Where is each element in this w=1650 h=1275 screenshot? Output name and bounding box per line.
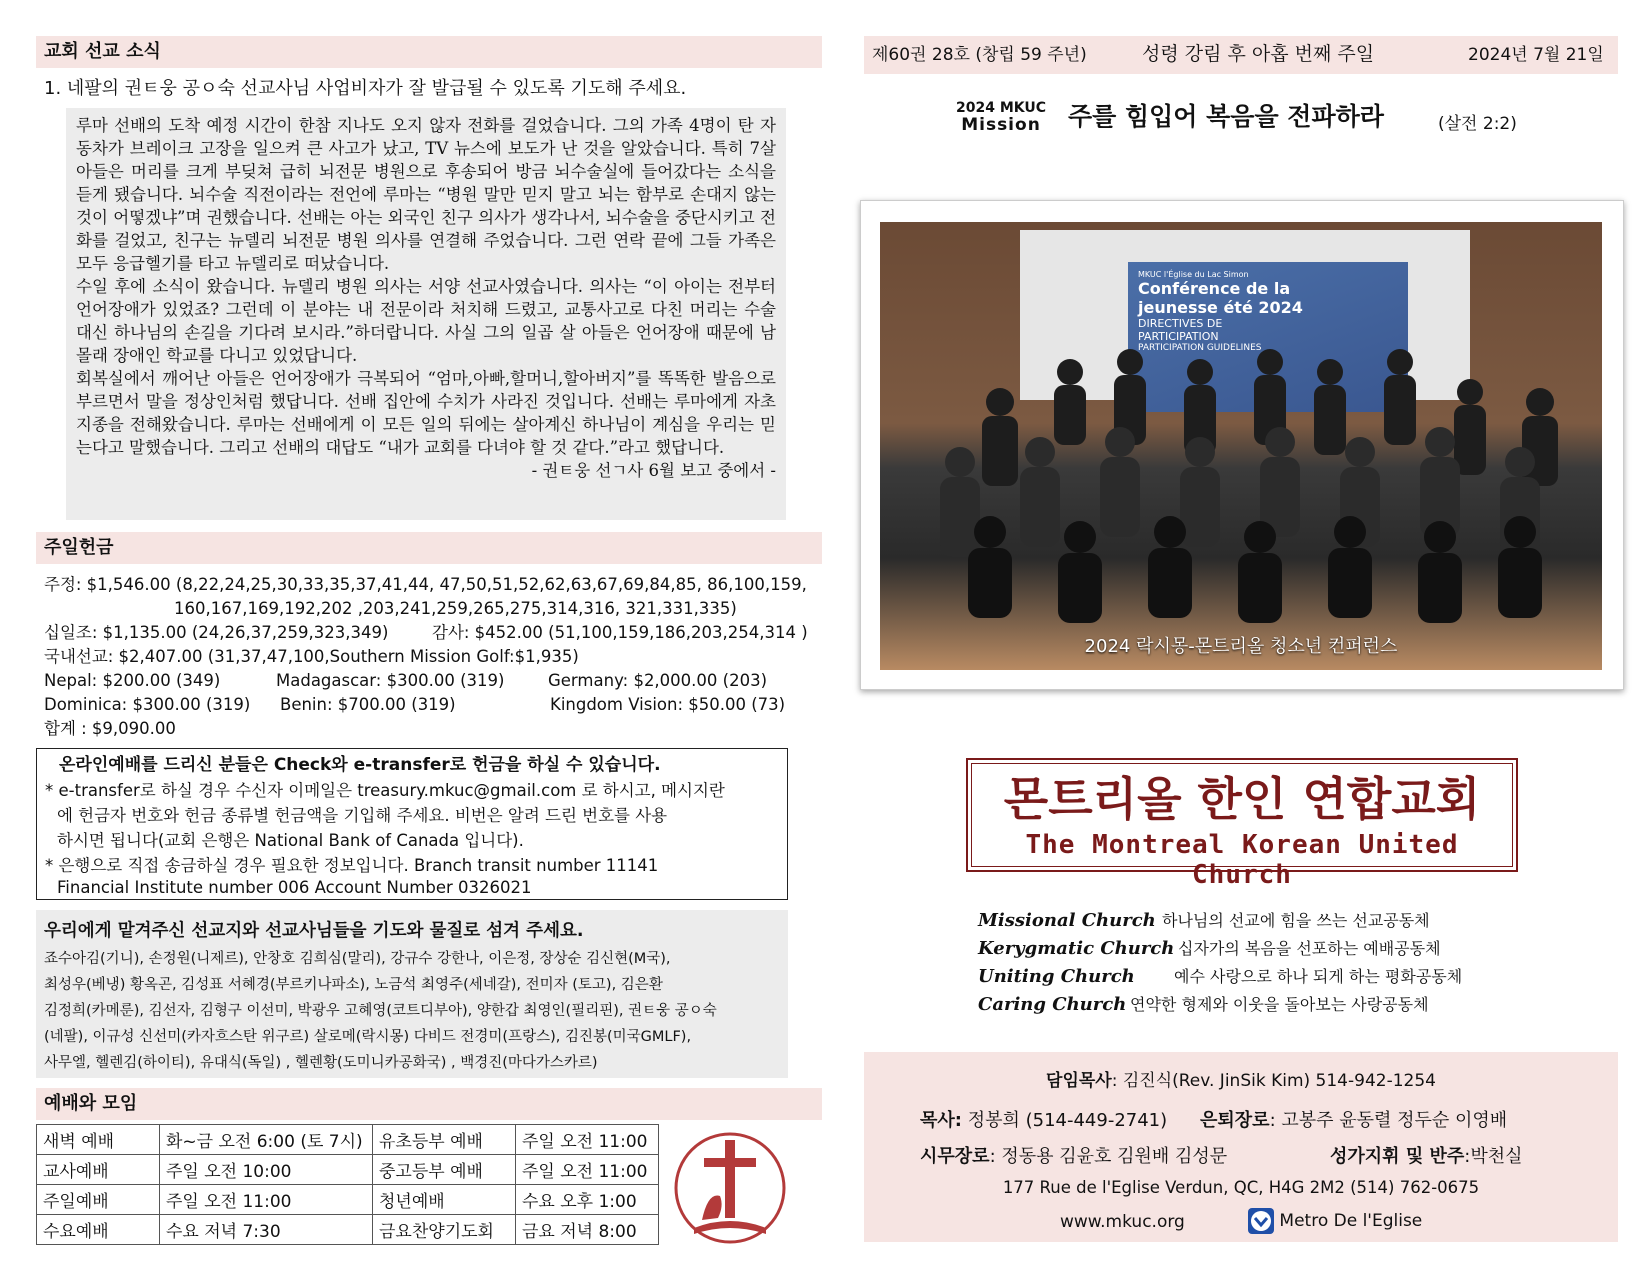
schedule-cell: 주일 오전 11:00 <box>160 1185 373 1215</box>
missionaries-title: 우리에게 맡겨주신 선교지와 선교사님들을 기도와 물질로 섬겨 주세요. <box>44 921 584 941</box>
slide-line-4: DIRECTIVES DE <box>1138 317 1223 330</box>
slide-line-2: Conférence de la <box>1138 279 1291 298</box>
church-value-ko: 연약한 형제와 이웃을 돌아보는 사랑공동체 <box>1130 995 1429 1014</box>
church-value-ko: 십자가의 복음을 선포하는 예배공동체 <box>1178 939 1441 958</box>
offering-domestic: 국내선교: $2,407.00 (31,37,47,100,Southern Mission Golf:$1,935) <box>44 647 579 666</box>
mission-year: 2024 MKUC <box>955 100 1046 116</box>
online-offering-line-4: * 은행으로 직접 송금하실 경우 필요한 정보입니다. Branch transit number 11141 <box>45 856 659 875</box>
church-name-box <box>966 758 1518 890</box>
church-value-row <box>978 908 1538 936</box>
offering-sunday-line-1: 주정: $1,546.00 (8,22,24,25,30,33,35,37,41,44, 47,50,51,52,62,63,67,69,84,85, 86,100,159, <box>44 575 807 594</box>
schedule-row <box>37 1185 659 1215</box>
staff-senior-row <box>864 1066 1618 1091</box>
schedule-cell: 수요예배 <box>37 1215 160 1245</box>
mission-theme-reference: (살전 2:2) <box>1438 114 1517 134</box>
online-offering-box <box>36 748 788 900</box>
offering-kingdom: Kingdom Vision: $50.00 (73) <box>550 695 786 714</box>
church-value-en: Missional Church <box>978 910 1156 931</box>
masthead-sunday: 성령 강림 후 아홉 번째 주일 <box>1142 43 1375 65</box>
schedule-row <box>37 1125 659 1155</box>
missionaries-line-4: (네팔), 이규성 신선미(카자흐스탄 위구르) 살로메(락시몽) 다비드 전경미(프랑스), 김진봉(미국GMLF), <box>44 1029 692 1045</box>
church-value-ko: 하나님의 선교에 힘을 쓰는 선교공동체 <box>1162 911 1430 930</box>
slide-line-1: MKUC l'Église du Lac Simon <box>1138 270 1249 279</box>
offering-madagascar: Madagascar: $300.00 (319) <box>276 671 505 690</box>
schedule-table <box>36 1124 659 1245</box>
staff-elder-row <box>920 1142 1227 1168</box>
mission-report-box <box>66 108 786 520</box>
staff-retired-value: : 고봉주 윤동렬 정두순 이영배 <box>1269 1110 1508 1131</box>
schedule-row <box>37 1155 659 1185</box>
church-value-en: Caring Church <box>978 994 1127 1015</box>
schedule-cell: 주일 오전 10:00 <box>160 1155 373 1185</box>
staff-retired-row <box>1200 1106 1507 1132</box>
schedule-cell: 새벽 예배 <box>37 1125 160 1155</box>
church-value-en: Kerygmatic Church <box>978 938 1175 959</box>
church-values <box>978 908 1538 1020</box>
offering-header: 주일헌금 <box>36 532 822 564</box>
staff-choir-value: :박천실 <box>1464 1146 1523 1167</box>
staff-pastor-value: 정봉희 (514-449-2741) <box>961 1110 1168 1131</box>
group-silhouettes <box>880 332 1602 632</box>
missionaries-line-2: 최성우(베냉) 황옥곤, 김성표 서혜경(부르키나파소), 노금석 최영주(세네갈), 전미자 (토고), 김은환 <box>44 977 663 993</box>
mission-year-block <box>946 100 1056 134</box>
schedule-cell: 화~금 오전 6:00 (토 7시) <box>160 1125 373 1155</box>
church-value-row <box>978 964 1538 992</box>
mission-report-signature: - 권ㅌ웅 선ㄱ사 6월 보고 중에서 - <box>531 461 776 480</box>
staff-elder-label: 시무장로 <box>920 1146 990 1167</box>
schedule-cell: 교사예배 <box>37 1155 160 1185</box>
group-photo-frame <box>860 200 1624 690</box>
offering-tithe: 십일조: $1,135.00 (24,26,37,259,323,349) <box>44 623 389 642</box>
staff-retired-label: 은퇴장로 <box>1200 1110 1270 1131</box>
church-logo-icon <box>672 1130 788 1246</box>
group-photo <box>880 222 1602 670</box>
missionaries-line-3: 김정희(카메룬), 김선자, 김형구 이선미, 박광우 고혜영(코트디부아), 양한갑 최영인(필리핀), 권ㅌ웅 공ㅇ숙 <box>44 1003 717 1019</box>
photo-caption: 2024 락시몽-몬트리올 청소년 컨퍼런스 <box>1084 636 1398 657</box>
staff-choir-row <box>1330 1142 1522 1168</box>
online-offering-line-3: 하시면 됩니다(교회 은행은 National Bank of Canada 입니다). <box>57 831 524 850</box>
masthead-volume: 제60권 28호 (창립 59 주년) <box>872 45 1087 65</box>
mission-report-paragraph-3: 회복실에서 깨어난 아들은 언어장애가 극복되어 “엄마,아빠,할머니,할아버지”를 똑똑한 발음으로 부르면서 말을 정상인처럼 했답니다. 선배 집안에 수치가 사라진 것입니다. 선배는 루마에게 자초지종을 전해왔습니다. 루마는 선배에게 이 모든 일의 뒤에는 살아계신 하나님이 계심을 우리는 믿는다고 말했습니다. 그리고 선배의 대답도 “내가 교회를 다녀야 할 것 같다.”라고 했답니다. <box>76 369 776 457</box>
staff-choir-label: 성가지휘 및 반주 <box>1330 1146 1465 1167</box>
masthead-date: 2024년 7월 21일 <box>1468 45 1604 65</box>
schedule-cell: 청년예배 <box>373 1185 516 1215</box>
schedule-cell: 수요 저녁 7:30 <box>160 1215 373 1245</box>
mission-word: Mission <box>961 115 1041 135</box>
offering-benin: Benin: $700.00 (319) <box>280 695 456 714</box>
staff-panel <box>864 1052 1618 1242</box>
online-offering-line-1: * e-transfer로 하실 경우 수신자 이메일은 treasury.mkuc@gmail.com 로 하시고, 메시지란 <box>45 781 725 800</box>
church-name-english: The Montreal Korean United Church <box>1025 830 1459 890</box>
missionaries-line-5: 사무엘, 헬렌김(하이티), 유대식(독일) , 헬렌황(도미니카공화국) , 백경진(마다가스카르) <box>44 1055 598 1071</box>
church-name-korean: 몬트리올 한인 연합교회 <box>1003 772 1481 826</box>
staff-pastor-label: 목사: <box>920 1110 962 1131</box>
slide-line-3: jeunesse été 2024 <box>1138 298 1303 317</box>
church-value-row <box>978 936 1538 964</box>
online-offering-line-2: 에 헌금자 번호와 헌금 종류별 헌금액을 기입해 주세요. 비번은 알려 드린 번호를 사용 <box>57 806 668 825</box>
staff-elder-value: : 정동용 김윤호 김원배 김성문 <box>989 1146 1228 1167</box>
offering-thanks: 감사: $452.00 (51,100,159,186,203,254,314 ) <box>432 623 808 642</box>
slide-line-5: PARTICIPATION <box>1138 330 1219 343</box>
missionaries-line-1: 죠수아김(기니), 손정원(니제르), 안창호 김희심(말리), 강규수 강한나, 이은정, 장상순 김신현(M국), <box>44 951 671 967</box>
online-offering-line-5: Financial Institute number 006 Account Number 0326021 <box>57 878 532 897</box>
staff-pastor-row <box>920 1106 1167 1132</box>
staff-senior-label: 담임목사 <box>1046 1071 1112 1091</box>
schedule-cell: 유초등부 예배 <box>373 1125 516 1155</box>
mission-prayer-item: 1. 네팔의 권ㅌ웅 공ㅇ숙 선교사님 사업비자가 잘 발급될 수 있도록 기도해 주세요. <box>44 78 687 99</box>
schedule-cell: 수요 오후 1:00 <box>516 1185 659 1215</box>
schedule-cell: 주일예배 <box>37 1185 160 1215</box>
staff-senior-value: : 김진식(Rev. JinSik Kim) 514-942-1254 <box>1111 1071 1436 1091</box>
offering-dominica: Dominica: $300.00 (319) <box>44 695 251 714</box>
schedule-cell: 금요찬양기도회 <box>373 1215 516 1245</box>
slide-line-6: PARTICIPATION GUIDELINES <box>1138 343 1262 353</box>
schedule-cell: 주일 오전 11:00 <box>516 1125 659 1155</box>
schedule-cell: 중고등부 예배 <box>373 1155 516 1185</box>
church-value-en: Uniting Church <box>978 966 1135 987</box>
offering-germany: Germany: $2,000.00 (203) <box>548 671 768 690</box>
schedule-header: 예배와 모임 <box>36 1088 822 1120</box>
mission-theme: 주를 힘입어 복음을 전파하라 <box>1068 102 1384 131</box>
mission-report-paragraph-1: 루마 선배의 도착 예정 시간이 한참 지나도 오지 않자 전화를 걸었습니다. 그의 가족 4명이 탄 자동차가 브레이크 고장을 일으켜 큰 사고가 났고, TV 뉴스에 보도가 난 것을 알았습니다. 특히 7살 아들은 머리를 크게 부딪쳐 급히 뇌전문 병원으로 후송되어 방금 뇌수술실에 들어갔다는 소식을 듣게 됐습니다. 뇌수술 직전이라는 전언에 루마는 “병원 말만 믿지 말고 뇌는 함부로 손대지 않는 것이 어떻겠냐”며 권했습니다. 선배는 아는 외국인 친구 의사가 생각나서, 뇌수술을 중단시키고 전화를 걸었고, 친구는 뉴델리 뇌전문 병원 의사를 연결해 주었습니다. 그런 연락 끝에 그들 가족은 모두 응급헬기를 타고 뉴델리로 떠났습니다. <box>76 116 776 273</box>
missionaries-box <box>36 910 788 1078</box>
church-website-link[interactable]: www.mkuc.org <box>1060 1212 1185 1232</box>
church-value-row <box>978 992 1538 1020</box>
offering-total: 합계 : $9,090.00 <box>44 719 176 738</box>
church-address: 177 Rue de l'Eglise Verdun, QC, H4G 2M2 (514) 762-0675 <box>1002 1178 1480 1197</box>
offering-nepal: Nepal: $200.00 (349) <box>44 671 221 690</box>
mission-report-paragraph-2: 수일 후에 소식이 왔습니다. 뉴델리 병원 의사는 서양 선교사였습니다. 의사는 “이 아이는 전부터 언어장애가 있었죠? 그런데 이 분야는 내 전문이라 처치해 드렸고, 교통사고로 다친 머리는 수술 대신 하나님의 손길을 기다려 보시라.”하더랍니다. 사실 그의 일곱 살 아들은 언어장애 때문에 남몰래 장애인 학교를 다니고 있었답니다. <box>76 277 776 365</box>
metro-icon <box>1248 1208 1274 1234</box>
mission-news-header: 교회 선교 소식 <box>36 36 822 68</box>
schedule-cell: 금요 저녁 8:00 <box>516 1215 659 1245</box>
offering-sunday-line-2: 160,167,169,192,202 ,203,241,259,265,275,314,316, 321,331,335) <box>174 599 737 618</box>
metro-station <box>1248 1208 1422 1234</box>
schedule-cell: 주일 오전 11:00 <box>516 1155 659 1185</box>
schedule-row <box>37 1215 659 1245</box>
metro-station-label: Metro De l'Eglise <box>1279 1211 1423 1231</box>
church-value-ko: 예수 사랑으로 하나 되게 하는 평화공동체 <box>1174 967 1463 986</box>
online-offering-title: 온라인예배를 드리신 분들은 Check와 e-transfer로 헌금을 하실 수 있습니다. <box>59 755 661 775</box>
